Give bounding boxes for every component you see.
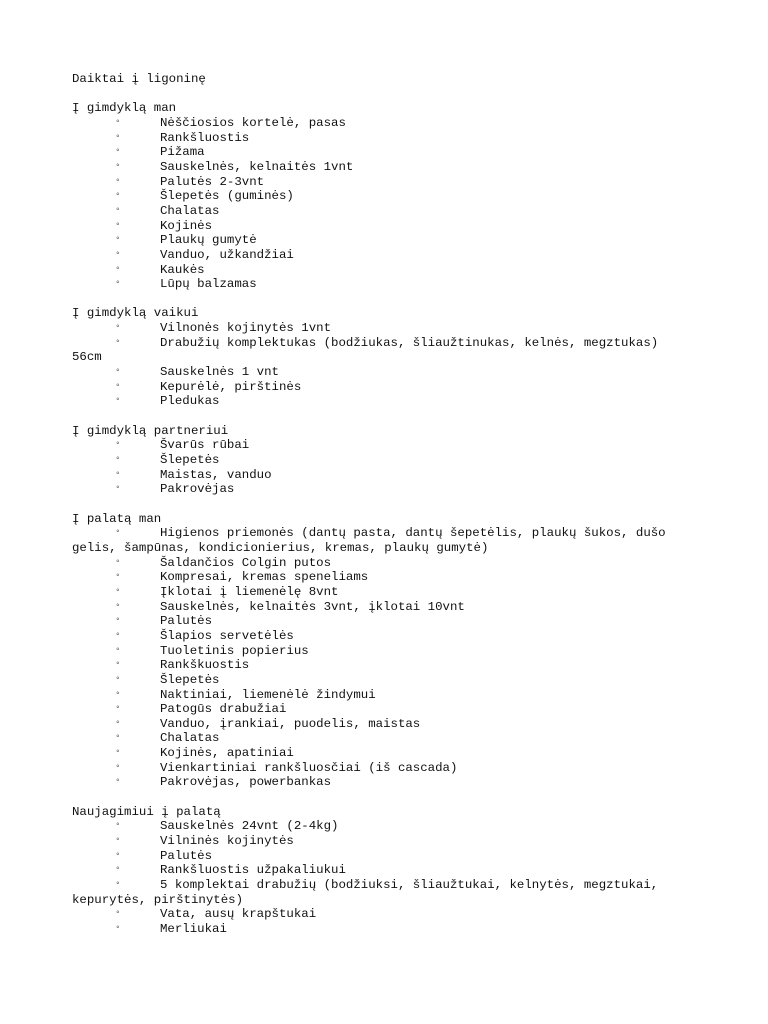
list-item-text: Rankšluostis užpakaliukui <box>160 863 346 878</box>
bullet-icon: ◦ <box>115 615 122 627</box>
bullet-icon: ◦ <box>115 644 122 656</box>
list-item <box>72 219 692 234</box>
bullet-icon: ◦ <box>115 761 122 773</box>
list-item <box>72 570 692 585</box>
list-item <box>72 482 692 497</box>
list-item-text: Naktiniai, liemenėlė žindymui <box>160 687 376 702</box>
section-heading: Į gimdyklą vaikui <box>72 306 199 321</box>
list-item-text: Šlepetės <box>160 453 220 468</box>
bullet-icon: ◦ <box>115 556 122 568</box>
list-item-text: Pakrovėjas <box>160 482 235 497</box>
list-item <box>72 189 692 204</box>
list-item-text: Lūpų balzamas <box>160 277 257 292</box>
bullet-icon: ◦ <box>115 146 122 158</box>
blank-line <box>72 409 692 424</box>
list-item <box>72 175 692 190</box>
list-item <box>72 878 692 907</box>
bullet-icon: ◦ <box>115 732 122 744</box>
bullet-icon: ◦ <box>115 204 122 216</box>
list-item-text: Šlapios servetėlės <box>160 628 294 643</box>
list-item-text: Nėščiosios kortelė, pasas <box>160 115 346 130</box>
bullet-icon: ◦ <box>115 864 122 876</box>
bullet-icon: ◦ <box>115 234 122 246</box>
list-item <box>72 863 692 878</box>
list-item-text: Kojinės <box>160 218 213 233</box>
list-item <box>72 907 692 922</box>
bullet-icon: ◦ <box>115 278 122 290</box>
blank-line <box>72 497 692 512</box>
bullet-icon: ◦ <box>115 116 122 128</box>
bullet-icon: ◦ <box>115 439 122 451</box>
bullet-icon: ◦ <box>115 717 122 729</box>
section-heading: Į gimdyklą partneriui <box>72 423 229 438</box>
list-item-text: Sauskelnės 24vnt (2-4kg) <box>160 819 339 834</box>
bullet-icon: ◦ <box>115 879 122 891</box>
bullet-icon: ◦ <box>115 835 122 847</box>
list-item-text: Šaldančios Colgin putos <box>160 555 332 570</box>
bullet-icon: ◦ <box>115 571 122 583</box>
list-item <box>72 819 692 834</box>
list-item-text: Palutės 2-3vnt <box>160 174 265 189</box>
bullet-icon: ◦ <box>115 776 122 788</box>
list-item-text: Šlepetės (guminės) <box>160 189 294 204</box>
sections-container <box>72 87 692 937</box>
bullet-icon: ◦ <box>115 175 122 187</box>
list-item <box>72 248 692 263</box>
bullet-icon: ◦ <box>115 820 122 832</box>
list-item <box>72 673 692 688</box>
blank-line <box>72 87 692 102</box>
bullet-icon: ◦ <box>115 659 122 671</box>
list-item-text: Sauskelnės, kelnaitės 3vnt, įklotai 10vnt <box>160 599 465 614</box>
list-item-text: Merliukai <box>160 921 227 936</box>
list-item <box>72 321 692 336</box>
bullet-icon: ◦ <box>115 703 122 715</box>
list-item-text: Sauskelnės 1 vnt <box>160 365 279 380</box>
list-item <box>72 394 692 409</box>
bullet-icon: ◦ <box>115 190 122 202</box>
list-item-text: Kompresai, kremas speneliams <box>160 570 369 585</box>
list-item <box>72 145 692 160</box>
list-item-text: Įklotai į liemenėlę 8vnt <box>160 584 339 599</box>
list-item <box>72 614 692 629</box>
list-item-text: Maistas, vanduo <box>160 467 272 482</box>
list-item-continuation: 56cm <box>72 350 102 365</box>
bullet-icon: ◦ <box>115 160 122 172</box>
bullet-icon: ◦ <box>115 380 122 392</box>
list-item <box>72 629 692 644</box>
list-item-text: Kepurėlė, pirštinės <box>160 379 302 394</box>
document-title: Daiktai į ligoninę <box>72 72 206 86</box>
list-item <box>72 204 692 219</box>
section-heading: Naujagimiui į palatą <box>72 804 221 819</box>
list-item <box>72 556 692 571</box>
bullet-icon: ◦ <box>115 322 122 334</box>
list-item-text: Chalatas <box>160 731 220 746</box>
list-item <box>72 688 692 703</box>
list-item <box>72 365 692 380</box>
bullet-icon: ◦ <box>115 922 122 934</box>
list-item-text: Drabužių komplektukas (bodžiukas, šliaužtinukas, kelnės, megztukas) <box>160 335 659 350</box>
bullet-icon: ◦ <box>115 688 122 700</box>
blank-line <box>72 790 692 805</box>
bullet-icon: ◦ <box>115 454 122 466</box>
list-item-text: Vanduo, užkandžiai <box>160 247 294 262</box>
list-item <box>72 116 692 131</box>
list-item-text: Pledukas <box>160 394 220 409</box>
list-item <box>72 775 692 790</box>
bullet-icon: ◦ <box>115 336 122 348</box>
bullet-icon: ◦ <box>115 395 122 407</box>
list-item <box>72 761 692 776</box>
list-item-text: Higienos priemonės (dantų pasta, dantų šepetėlis, plaukų šukos, dušo <box>160 526 666 541</box>
list-item <box>72 233 692 248</box>
bullet-icon: ◦ <box>115 483 122 495</box>
list-item-text: Rankškuostis <box>160 658 250 673</box>
bullet-icon: ◦ <box>115 263 122 275</box>
bullet-icon: ◦ <box>115 849 122 861</box>
list-item <box>72 717 692 732</box>
list-item-text: Vanduo, įrankiai, puodelis, maistas <box>160 716 421 731</box>
list-item <box>72 834 692 849</box>
list-item-text: Plaukų gumytė <box>160 233 257 248</box>
list-item <box>72 263 692 278</box>
bullet-icon: ◦ <box>115 585 122 597</box>
bullet-icon: ◦ <box>115 673 122 685</box>
bullet-icon: ◦ <box>115 527 122 539</box>
bullet-icon: ◦ <box>115 248 122 260</box>
bullet-icon: ◦ <box>115 600 122 612</box>
list-item <box>72 526 692 555</box>
list-item <box>72 922 692 937</box>
document-page <box>72 72 692 937</box>
list-item <box>72 702 692 717</box>
list-item <box>72 600 692 615</box>
list-item-text: Šlepetės <box>160 672 220 687</box>
bullet-icon: ◦ <box>115 747 122 759</box>
list-item <box>72 585 692 600</box>
list-item-text: Kojinės, apatiniai <box>160 746 294 761</box>
list-item-text: Vilninės kojinytės <box>160 834 294 849</box>
list-item <box>72 336 692 365</box>
bullet-icon: ◦ <box>115 366 122 378</box>
list-item-text: Vilnonės kojinytės 1vnt <box>160 321 332 336</box>
list-item-text: Kaukės <box>160 262 205 277</box>
list-item <box>72 453 692 468</box>
bullet-icon: ◦ <box>115 908 122 920</box>
list-item-text: Patogūs drabužiai <box>160 702 287 717</box>
bullet-icon: ◦ <box>115 468 122 480</box>
list-item-text: Vienkartiniai rankšluosčiai (iš cascada) <box>160 760 458 775</box>
bullet-icon: ◦ <box>115 219 122 231</box>
list-item <box>72 380 692 395</box>
list-item <box>72 438 692 453</box>
list-item-text: Sauskelnės, kelnaitės 1vnt <box>160 159 354 174</box>
section-heading: Į palatą man <box>72 511 162 526</box>
list-item-text: Tuoletinis popierius <box>160 643 309 658</box>
bullet-icon: ◦ <box>115 131 122 143</box>
list-item-text: Palutės <box>160 848 213 863</box>
list-item-continuation: gelis, šampūnas, kondicionierius, kremas, plaukų gumytė) <box>72 540 489 555</box>
list-item-text: Pakrovėjas, powerbankas <box>160 775 332 790</box>
blank-line <box>72 292 692 307</box>
list-item <box>72 746 692 761</box>
list-item-text: Palutės <box>160 614 213 629</box>
list-item-text: Chalatas <box>160 203 220 218</box>
list-item-text: Vata, ausų krapštukai <box>160 907 317 922</box>
section-heading: Į gimdyklą man <box>72 101 177 116</box>
list-item-text: Rankšluostis <box>160 130 250 145</box>
list-item-text: Pižama <box>160 145 205 160</box>
list-item <box>72 849 692 864</box>
list-item-text: Švarūs rūbai <box>160 438 250 453</box>
list-item <box>72 644 692 659</box>
list-item <box>72 131 692 146</box>
list-item <box>72 658 692 673</box>
list-item <box>72 160 692 175</box>
list-item <box>72 277 692 292</box>
list-item <box>72 468 692 483</box>
list-item-continuation: kepurytės, pirštinytės) <box>72 892 244 907</box>
bullet-icon: ◦ <box>115 629 122 641</box>
list-item <box>72 731 692 746</box>
list-item-text: 5 komplektai drabužių (bodžiuksi, šliaužtukai, kelnytės, megztukai, <box>160 878 659 893</box>
